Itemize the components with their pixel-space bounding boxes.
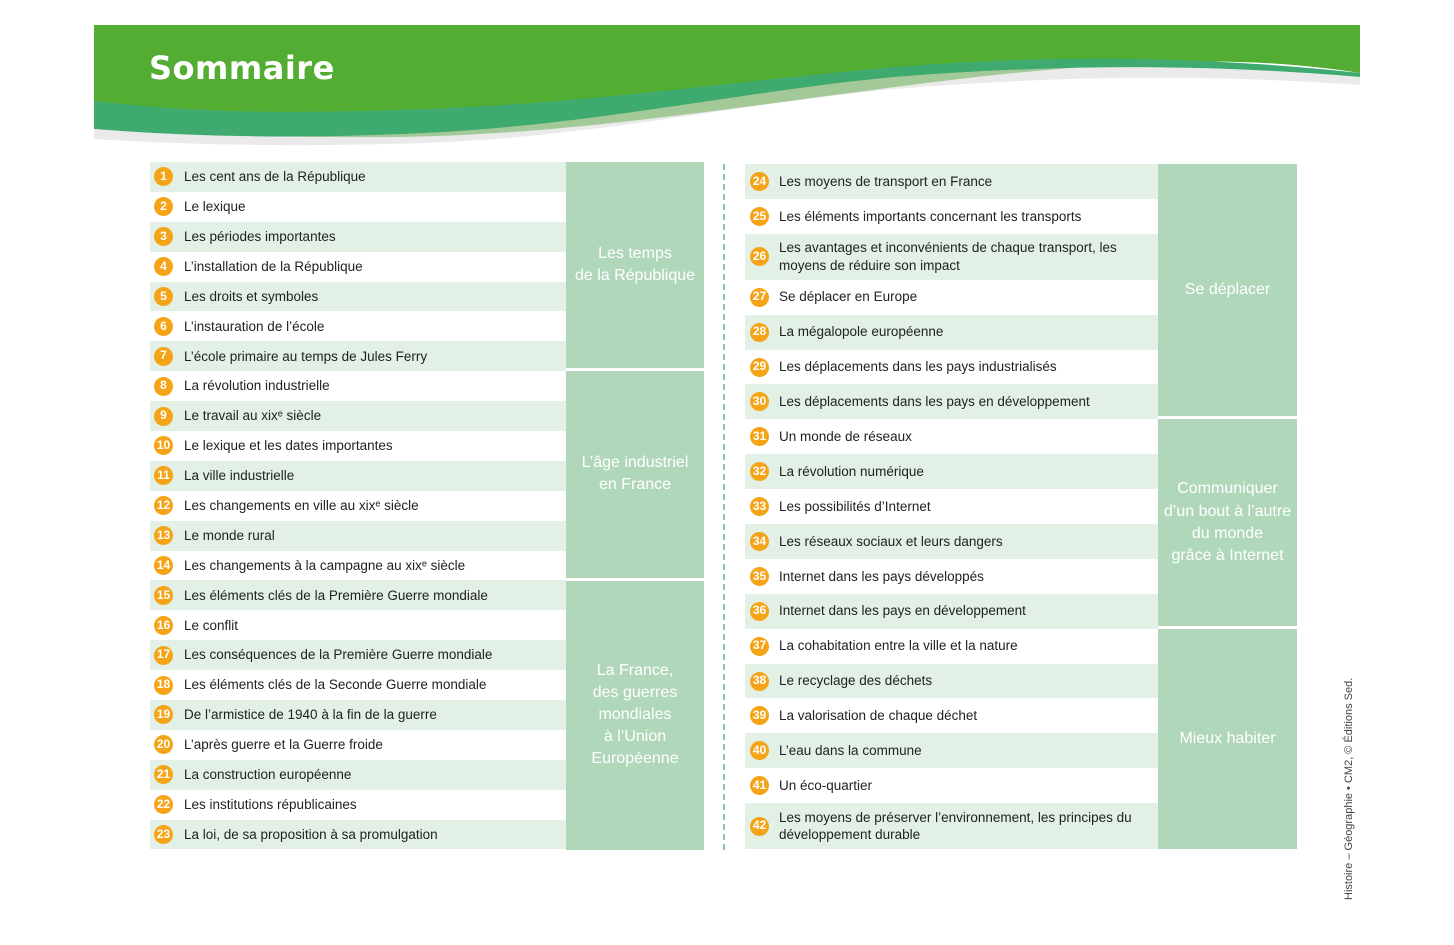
item-number-badge: 32: [750, 462, 769, 481]
item-title: L’eau dans la commune: [779, 743, 922, 759]
left-column: [150, 162, 704, 850]
right-group-list: [1158, 164, 1297, 849]
item-title: Les moyens de transport en France: [779, 173, 993, 189]
toc-item[interactable]: [150, 790, 566, 820]
item-number-badge: 23: [154, 825, 173, 844]
item-number-badge: 15: [154, 586, 173, 605]
item-title: De l’armistice de 1940 à la fin de la guerre: [184, 707, 437, 723]
item-title: La valorisation de chaque déchet: [779, 708, 978, 724]
item-number-badge: 28: [750, 323, 769, 342]
item-title: La loi, de sa proposition à sa promulgation: [184, 826, 438, 842]
toc-item[interactable]: [745, 524, 1158, 559]
section-label: Communiquer d’un bout à l’autre du monde grâce à Internet: [1158, 419, 1297, 625]
item-title: Le conflit: [184, 617, 239, 633]
item-number-badge: 8: [154, 377, 173, 396]
item-title: Le monde rural: [184, 527, 275, 543]
item-title: Un monde de réseaux: [779, 429, 912, 445]
item-number-badge: 13: [154, 526, 173, 545]
item-title: L’école primaire au temps de Jules Ferry: [184, 348, 428, 364]
item-number-badge: 6: [154, 317, 173, 336]
item-title: Les possibilités d’Internet: [779, 498, 931, 514]
toc-item[interactable]: [745, 234, 1158, 280]
toc-item[interactable]: [745, 698, 1158, 733]
item-number-badge: 30: [750, 392, 769, 411]
item-title: Les changements à la campagne au xixᵉ siècle: [184, 557, 466, 573]
right-item-list: [745, 164, 1158, 849]
item-number-badge: 22: [154, 795, 173, 814]
item-title: Internet dans les pays développés: [779, 568, 984, 584]
section-label: La France, des guerres mondiales à l’Union Européenne: [566, 581, 704, 850]
toc-item[interactable]: [745, 315, 1158, 350]
item-title: La construction européenne: [184, 766, 352, 782]
item-number-badge: 7: [154, 347, 173, 366]
item-number-badge: 41: [750, 776, 769, 795]
item-number-badge: 11: [154, 466, 173, 485]
item-title: L’instauration de l’école: [184, 318, 325, 334]
toc-item[interactable]: [150, 670, 566, 700]
toc-item[interactable]: [150, 282, 566, 312]
right-column: [745, 164, 1297, 849]
left-group-list: [566, 162, 704, 850]
item-number-badge: 2: [154, 197, 173, 216]
item-title: Les institutions républicaines: [184, 796, 357, 812]
toc-item[interactable]: [150, 252, 566, 282]
page-title: Sommaire: [149, 49, 335, 87]
item-title: Le recyclage des déchets: [779, 673, 933, 689]
item-number-badge: 4: [154, 257, 173, 276]
item-number-badge: 17: [154, 646, 173, 665]
section-label: Se déplacer: [1158, 164, 1297, 416]
toc-item[interactable]: [150, 341, 566, 371]
toc-item[interactable]: [150, 192, 566, 222]
item-number-badge: 33: [750, 497, 769, 516]
item-number-badge: 35: [750, 567, 769, 586]
toc-item[interactable]: [150, 431, 566, 461]
item-title: Les réseaux sociaux et leurs dangers: [779, 533, 1003, 549]
item-number-badge: 42: [750, 817, 769, 836]
toc-item[interactable]: [745, 454, 1158, 489]
toc-item[interactable]: [745, 280, 1158, 315]
item-title: Les droits et symboles: [184, 288, 319, 304]
item-number-badge: 21: [154, 765, 173, 784]
header-banner: [94, 25, 1360, 150]
item-title: Les changements en ville au xixᵉ siècle: [184, 497, 419, 513]
toc-item[interactable]: [150, 311, 566, 341]
item-title: Les éléments importants concernant les transports: [779, 208, 1082, 224]
item-number-badge: 31: [750, 427, 769, 446]
toc-item[interactable]: [150, 730, 566, 760]
column-divider: [723, 164, 725, 850]
item-number-badge: 40: [750, 741, 769, 760]
item-number-badge: 12: [154, 496, 173, 515]
item-title: Les avantages et inconvénients de chaque transport, les moyens de réduire son impact: [779, 240, 1117, 273]
item-number-badge: 37: [750, 637, 769, 656]
item-number-badge: 26: [750, 247, 769, 266]
item-title: Se déplacer en Europe: [779, 289, 918, 305]
toc-item[interactable]: [745, 164, 1158, 199]
toc-item[interactable]: [745, 384, 1158, 419]
toc-item[interactable]: [150, 371, 566, 401]
toc-item[interactable]: [150, 162, 566, 192]
toc-item[interactable]: [150, 820, 566, 850]
item-title: La mégalopole européenne: [779, 324, 944, 340]
item-title: Le lexique et les dates importantes: [184, 438, 393, 454]
item-title: Le travail au xixᵉ siècle: [184, 408, 322, 424]
toc-item[interactable]: [745, 419, 1158, 454]
section-label: Mieux habiter: [1158, 629, 1297, 850]
item-title: L’installation de la République: [184, 258, 363, 274]
item-number-badge: 19: [154, 705, 173, 724]
toc-item[interactable]: [745, 768, 1158, 803]
item-title: La ville industrielle: [184, 468, 295, 484]
item-title: Les périodes importantes: [184, 228, 336, 244]
item-number-badge: 20: [154, 735, 173, 754]
item-number-badge: 1: [154, 167, 173, 186]
banner-wave-graphic: [94, 25, 1360, 150]
item-number-badge: 29: [750, 358, 769, 377]
section-label: Les temps de la République: [566, 162, 704, 368]
toc-item[interactable]: [745, 594, 1158, 629]
toc-item[interactable]: [745, 199, 1158, 234]
toc-item[interactable]: [150, 521, 566, 551]
toc-item[interactable]: [150, 551, 566, 581]
toc-item[interactable]: [150, 760, 566, 790]
item-number-badge: 16: [154, 616, 173, 635]
item-number-badge: 39: [750, 706, 769, 725]
toc-item[interactable]: [150, 491, 566, 521]
toc-item[interactable]: [150, 222, 566, 252]
toc-item[interactable]: [745, 733, 1158, 768]
toc-item[interactable]: [745, 629, 1158, 664]
item-title: Les conséquences de la Première Guerre mondiale: [184, 647, 493, 663]
section-label: L’âge industriel en France: [566, 371, 704, 577]
item-number-badge: 10: [154, 436, 173, 455]
toc-item[interactable]: [150, 610, 566, 640]
item-title: La révolution industrielle: [184, 378, 330, 394]
item-title: La révolution numérique: [779, 463, 924, 479]
item-title: Les déplacements dans les pays en développement: [779, 394, 1090, 410]
item-title: Un éco-quartier: [779, 777, 873, 793]
copyright-credit: Histoire – Géographie • CM2, © Éditions Sed.: [1343, 677, 1355, 900]
item-number-badge: 36: [750, 602, 769, 621]
item-number-badge: 34: [750, 532, 769, 551]
item-title: Les moyens de préserver l’environnement, les principes du développement durable: [779, 809, 1132, 843]
toc-item[interactable]: [745, 664, 1158, 699]
item-title: Internet dans les pays en développement: [779, 603, 1026, 619]
item-number-badge: 9: [154, 407, 173, 426]
toc-item[interactable]: [150, 580, 566, 610]
item-number-badge: 38: [750, 672, 769, 691]
item-title: L’après guerre et la Guerre froide: [184, 737, 383, 753]
toc-item[interactable]: [745, 803, 1158, 849]
item-title: Les éléments clés de la Seconde Guerre mondiale: [184, 677, 487, 693]
item-number-badge: 18: [154, 676, 173, 695]
toc-item[interactable]: [745, 489, 1158, 524]
item-number-badge: 27: [750, 288, 769, 307]
item-title: Les cent ans de la République: [184, 169, 366, 185]
item-number-badge: 24: [750, 172, 769, 191]
toc-item[interactable]: [745, 350, 1158, 385]
item-title: Les déplacements dans les pays industrialisés: [779, 359, 1057, 375]
item-number-badge: 25: [750, 207, 769, 226]
item-number-badge: 3: [154, 227, 173, 246]
toc-item[interactable]: [150, 640, 566, 670]
toc-item[interactable]: [745, 559, 1158, 594]
toc-item[interactable]: [150, 401, 566, 431]
item-title: Le lexique: [184, 199, 246, 215]
item-number-badge: 5: [154, 287, 173, 306]
toc-item[interactable]: [150, 700, 566, 730]
item-number-badge: 14: [154, 556, 173, 575]
left-item-list: [150, 162, 566, 850]
item-title: Les éléments clés de la Première Guerre mondiale: [184, 587, 488, 603]
item-title: La cohabitation entre la ville et la nature: [779, 638, 1018, 654]
toc-item[interactable]: [150, 461, 566, 491]
